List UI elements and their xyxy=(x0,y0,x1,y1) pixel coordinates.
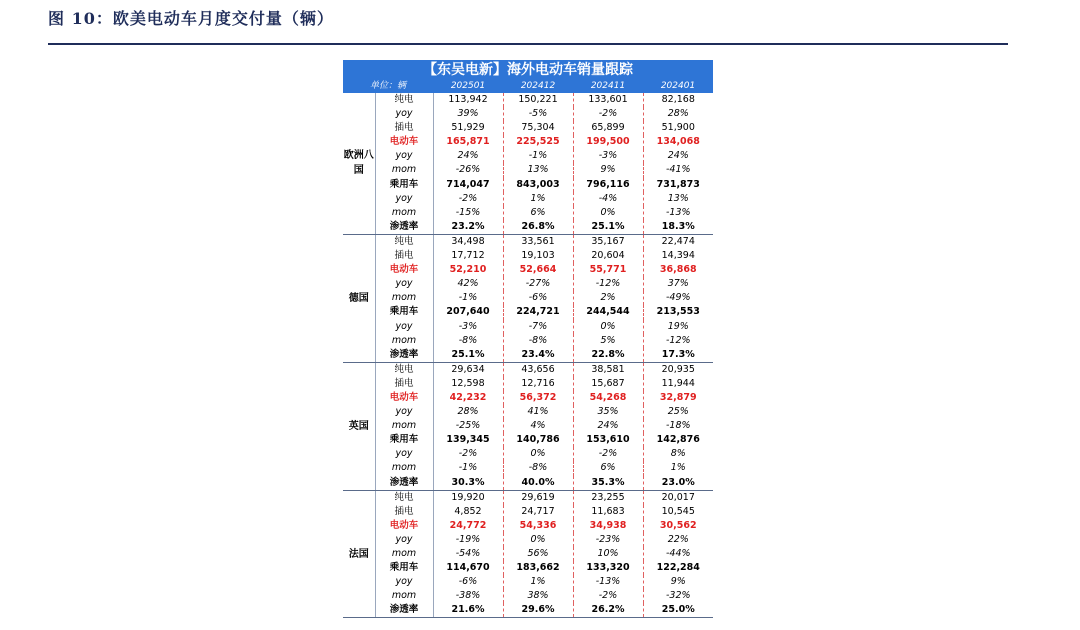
value-cell: 65,899 xyxy=(573,121,643,135)
value-cell: 13% xyxy=(503,163,573,177)
value-cell: 35% xyxy=(573,405,643,419)
value-cell: 133,320 xyxy=(573,561,643,575)
metric-label: 电动车 xyxy=(375,135,433,149)
value-cell: 29.6% xyxy=(503,603,573,618)
value-cell: -19% xyxy=(455,533,481,545)
value-cell: -8% xyxy=(503,334,573,348)
table-row xyxy=(343,249,713,263)
table-row xyxy=(343,192,713,206)
value-cell: 17.3% xyxy=(643,348,713,363)
value-cell: 39% xyxy=(457,108,479,120)
value-cell: 1% xyxy=(503,575,573,589)
value-cell: 34,938 xyxy=(573,519,643,533)
value-cell: 75,304 xyxy=(503,121,573,135)
value-cell: 15,687 xyxy=(573,377,643,391)
table-row xyxy=(343,305,713,319)
table-row xyxy=(343,149,713,163)
metric-label: yoy xyxy=(375,447,433,461)
value-cell: -6% xyxy=(503,291,573,305)
table-title: 【东吴电新】海外电动车销量跟踪 xyxy=(343,60,713,80)
table-row xyxy=(343,405,713,419)
value-cell: 2% xyxy=(573,291,643,305)
value-cell: -23% xyxy=(573,533,643,547)
metric-label: 电动车 xyxy=(375,519,433,533)
table-row xyxy=(343,419,713,433)
value-cell: 42,232 xyxy=(449,391,487,403)
value-cell: 17,712 xyxy=(451,250,485,262)
value-cell: 25.1% xyxy=(433,348,503,363)
value-cell: 37% xyxy=(643,277,713,291)
value-cell: 1% xyxy=(503,192,573,206)
value-cell: 140,786 xyxy=(503,433,573,447)
table-row xyxy=(343,220,713,235)
period-header: 202401 xyxy=(643,80,713,93)
metric-label: 乘用车 xyxy=(375,305,433,319)
table-row xyxy=(343,135,713,149)
table-row xyxy=(343,533,713,547)
value-cell: 122,284 xyxy=(643,561,713,575)
metric-label: 电动车 xyxy=(375,263,433,277)
metric-label: mom xyxy=(375,291,433,305)
metric-label: yoy xyxy=(375,149,433,163)
table-row xyxy=(343,519,713,533)
value-cell: 12,598 xyxy=(451,377,485,389)
metric-label: 纯电 xyxy=(375,362,433,377)
table-row xyxy=(343,334,713,348)
value-cell: -2% xyxy=(573,107,643,121)
metric-label: yoy xyxy=(375,320,433,334)
value-cell: 23,255 xyxy=(573,490,643,505)
value-cell: -12% xyxy=(573,277,643,291)
table-row xyxy=(343,277,713,291)
value-cell: -54% xyxy=(455,548,481,559)
value-cell: 5% xyxy=(573,334,643,348)
value-cell: 4,852 xyxy=(454,505,482,517)
period-header: 202411 xyxy=(573,80,643,93)
metric-label: 渗透率 xyxy=(375,476,433,491)
metric-label: yoy xyxy=(375,533,433,547)
value-cell: 25.1% xyxy=(573,220,643,235)
value-cell: -5% xyxy=(503,107,573,121)
value-cell: 38,581 xyxy=(573,362,643,377)
value-cell: -3% xyxy=(458,320,478,332)
metric-label: 乘用车 xyxy=(375,561,433,575)
value-cell: 843,003 xyxy=(503,178,573,192)
metric-label: 乘用车 xyxy=(375,178,433,192)
value-cell: 33,561 xyxy=(503,234,573,249)
value-cell: 19,103 xyxy=(503,249,573,263)
value-cell: -44% xyxy=(643,547,713,561)
table-row xyxy=(343,476,713,491)
value-cell: -8% xyxy=(458,334,478,346)
value-cell: 20,935 xyxy=(643,362,713,377)
value-cell: -41% xyxy=(643,163,713,177)
value-cell: -38% xyxy=(455,590,481,602)
value-cell: 1% xyxy=(643,461,713,475)
value-cell: 19% xyxy=(643,320,713,334)
value-cell: 54,268 xyxy=(573,391,643,405)
value-cell: 18.3% xyxy=(643,220,713,235)
value-cell: 133,601 xyxy=(573,93,643,107)
metric-label: 插电 xyxy=(375,249,433,263)
value-cell: 22% xyxy=(643,533,713,547)
value-cell: 28% xyxy=(457,406,479,418)
value-cell: 24% xyxy=(573,419,643,433)
metric-label: mom xyxy=(375,461,433,475)
value-cell: 165,871 xyxy=(446,136,490,148)
value-cell: 30,562 xyxy=(643,519,713,533)
value-cell: 12,716 xyxy=(503,377,573,391)
value-cell: 10% xyxy=(573,547,643,561)
value-cell: 56,372 xyxy=(503,391,573,405)
value-cell: 23.2% xyxy=(433,220,503,235)
value-cell: 35.3% xyxy=(573,476,643,491)
value-cell: 32,879 xyxy=(643,391,713,405)
value-cell: 51,900 xyxy=(643,121,713,135)
value-cell: 24% xyxy=(457,150,479,162)
value-cell: 30.3% xyxy=(433,476,503,491)
value-cell: 40.0% xyxy=(503,476,573,491)
metric-label: 插电 xyxy=(375,505,433,519)
value-cell: 36,868 xyxy=(643,263,713,277)
value-cell: 6% xyxy=(573,461,643,475)
value-cell: 24% xyxy=(643,149,713,163)
value-cell: 9% xyxy=(643,575,713,589)
metric-label: 插电 xyxy=(375,121,433,135)
value-cell: 29,634 xyxy=(451,363,485,375)
value-cell: 35,167 xyxy=(573,234,643,249)
value-cell: 21.6% xyxy=(433,603,503,618)
table-row xyxy=(343,163,713,177)
value-cell: 11,683 xyxy=(573,505,643,519)
value-cell: 0% xyxy=(503,447,573,461)
caption-divider xyxy=(48,43,1008,45)
metric-label: mom xyxy=(375,163,433,177)
table-row xyxy=(343,447,713,461)
period-header: 202412 xyxy=(503,80,573,93)
value-cell: -26% xyxy=(455,164,481,176)
table-row xyxy=(343,433,713,447)
value-cell: 54,336 xyxy=(503,519,573,533)
value-cell: 24,772 xyxy=(449,519,487,531)
value-cell: 41% xyxy=(503,405,573,419)
table-row xyxy=(343,107,713,121)
ev-sales-table-container xyxy=(343,60,713,618)
metric-label: 纯电 xyxy=(375,234,433,249)
value-cell: 22.8% xyxy=(573,348,643,363)
value-cell: -6% xyxy=(458,576,478,588)
table-row xyxy=(343,575,713,589)
value-cell: 42% xyxy=(457,278,479,290)
value-cell: 26.8% xyxy=(503,220,573,235)
value-cell: 8% xyxy=(643,447,713,461)
metric-label: 纯电 xyxy=(375,490,433,505)
value-cell: -4% xyxy=(573,192,643,206)
value-cell: 244,544 xyxy=(573,305,643,319)
metric-label: yoy xyxy=(375,405,433,419)
metric-label: yoy xyxy=(375,277,433,291)
table-row xyxy=(343,589,713,603)
value-cell: 207,640 xyxy=(446,306,490,318)
value-cell: -18% xyxy=(643,419,713,433)
table-header-row xyxy=(343,80,713,93)
table-row xyxy=(343,291,713,305)
value-cell: 20,017 xyxy=(643,490,713,505)
table-row xyxy=(343,505,713,519)
value-cell: -1% xyxy=(458,292,478,304)
value-cell: 134,068 xyxy=(643,135,713,149)
metric-label: 渗透率 xyxy=(375,220,433,235)
value-cell: 28% xyxy=(643,107,713,121)
value-cell: -2% xyxy=(458,192,478,204)
value-cell: 153,610 xyxy=(573,433,643,447)
value-cell: 19,920 xyxy=(451,491,485,503)
value-cell: 20,604 xyxy=(573,249,643,263)
value-cell: 114,670 xyxy=(446,562,490,574)
value-cell: 25.0% xyxy=(643,603,713,618)
table-row xyxy=(343,121,713,135)
value-cell: 23.0% xyxy=(643,476,713,491)
value-cell: 14,394 xyxy=(643,249,713,263)
value-cell: 11,944 xyxy=(643,377,713,391)
value-cell: -32% xyxy=(643,589,713,603)
value-cell: 55,771 xyxy=(573,263,643,277)
metric-label: yoy xyxy=(375,192,433,206)
metric-label: 纯电 xyxy=(375,93,433,107)
value-cell: 23.4% xyxy=(503,348,573,363)
value-cell: 24,717 xyxy=(503,505,573,519)
value-cell: -2% xyxy=(573,447,643,461)
table-row xyxy=(343,547,713,561)
region-label: 德国 xyxy=(343,234,375,362)
table-row xyxy=(343,377,713,391)
table-row xyxy=(343,263,713,277)
value-cell: 213,553 xyxy=(643,305,713,319)
table-row xyxy=(343,561,713,575)
value-cell: 225,525 xyxy=(503,135,573,149)
value-cell: -2% xyxy=(573,589,643,603)
value-cell: 142,876 xyxy=(643,433,713,447)
value-cell: -8% xyxy=(503,461,573,475)
metric-label: 渗透率 xyxy=(375,603,433,618)
metric-label: mom xyxy=(375,589,433,603)
table-row xyxy=(343,206,713,220)
table-row xyxy=(343,362,713,377)
metric-label: 电动车 xyxy=(375,391,433,405)
value-cell: 139,345 xyxy=(446,434,490,446)
value-cell: -2% xyxy=(458,448,478,460)
value-cell: 796,116 xyxy=(573,178,643,192)
period-header: 202501 xyxy=(433,80,503,93)
value-cell: 29,619 xyxy=(503,490,573,505)
value-cell: -12% xyxy=(643,334,713,348)
value-cell: 714,047 xyxy=(446,178,490,190)
table-row xyxy=(343,461,713,475)
value-cell: 51,929 xyxy=(451,122,485,134)
value-cell: 22,474 xyxy=(643,234,713,249)
value-cell: -1% xyxy=(458,462,478,474)
value-cell: 43,656 xyxy=(503,362,573,377)
value-cell: 26.2% xyxy=(573,603,643,618)
table-row xyxy=(343,178,713,192)
value-cell: 6% xyxy=(503,206,573,220)
value-cell: 38% xyxy=(503,589,573,603)
value-cell: -25% xyxy=(455,420,481,432)
table-row xyxy=(343,348,713,363)
value-cell: 82,168 xyxy=(643,93,713,107)
table-row xyxy=(343,93,713,107)
value-cell: 113,942 xyxy=(448,94,488,105)
value-cell: 52,210 xyxy=(449,264,487,276)
table-row xyxy=(343,490,713,505)
value-cell: 0% xyxy=(503,533,573,547)
value-cell: -1% xyxy=(503,149,573,163)
metric-label: 渗透率 xyxy=(375,348,433,363)
value-cell: -27% xyxy=(503,277,573,291)
value-cell: -15% xyxy=(455,206,481,218)
value-cell: 199,500 xyxy=(573,135,643,149)
metric-label: yoy xyxy=(375,575,433,589)
value-cell: 731,873 xyxy=(643,178,713,192)
unit-label: 单位：辆 xyxy=(343,80,433,93)
table-body xyxy=(343,93,713,618)
value-cell: -49% xyxy=(643,291,713,305)
value-cell: 150,221 xyxy=(503,93,573,107)
value-cell: 52,664 xyxy=(503,263,573,277)
value-cell: 56% xyxy=(503,547,573,561)
metric-label: mom xyxy=(375,547,433,561)
metric-label: mom xyxy=(375,206,433,220)
table-row xyxy=(343,391,713,405)
metric-label: mom xyxy=(375,419,433,433)
region-label: 英国 xyxy=(343,362,375,490)
value-cell: 183,662 xyxy=(503,561,573,575)
value-cell: -13% xyxy=(573,575,643,589)
value-cell: -7% xyxy=(503,320,573,334)
table-row xyxy=(343,320,713,334)
table-row xyxy=(343,603,713,618)
value-cell: 0% xyxy=(573,320,643,334)
value-cell: 34,498 xyxy=(451,235,485,247)
region-label: 欧洲八国 xyxy=(343,93,375,234)
metric-label: yoy xyxy=(375,107,433,121)
value-cell: -13% xyxy=(643,206,713,220)
value-cell: 0% xyxy=(573,206,643,220)
ev-sales-table xyxy=(343,60,713,618)
value-cell: -3% xyxy=(573,149,643,163)
value-cell: 25% xyxy=(643,405,713,419)
value-cell: 10,545 xyxy=(643,505,713,519)
value-cell: 13% xyxy=(643,192,713,206)
value-cell: 9% xyxy=(573,163,643,177)
value-cell: 224,721 xyxy=(503,305,573,319)
region-label: 法国 xyxy=(343,490,375,618)
table-row xyxy=(343,234,713,249)
metric-label: mom xyxy=(375,334,433,348)
value-cell: 4% xyxy=(503,419,573,433)
metric-label: 插电 xyxy=(375,377,433,391)
figure-caption: 图 10：欧美电动车月度交付量（辆） xyxy=(48,9,334,28)
metric-label: 乘用车 xyxy=(375,433,433,447)
